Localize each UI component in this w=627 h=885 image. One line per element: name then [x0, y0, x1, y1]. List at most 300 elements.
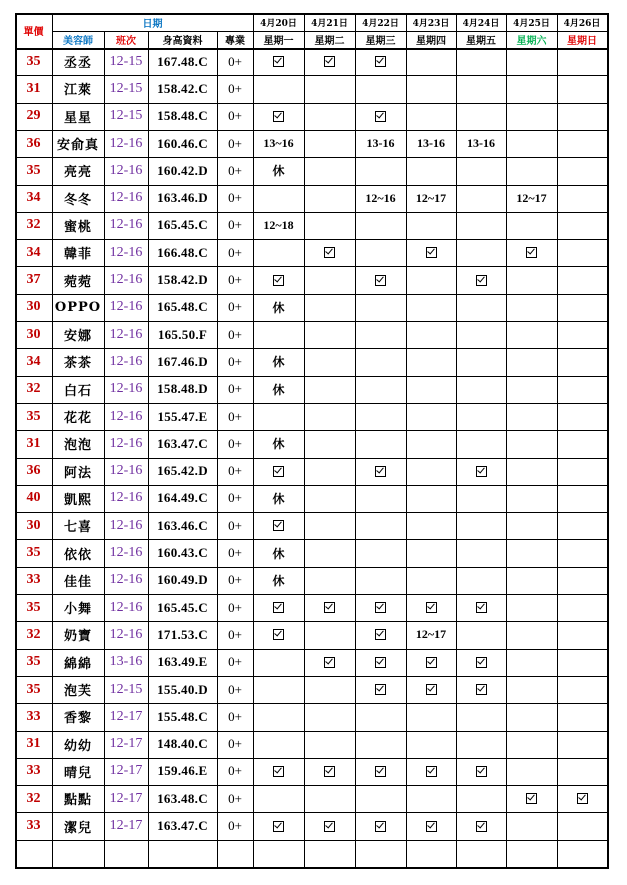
schedule-cell[interactable] — [304, 512, 355, 539]
stylist-name: 亮亮 — [63, 165, 92, 181]
schedule-cell[interactable] — [355, 621, 406, 648]
schedule-cell[interactable] — [557, 185, 607, 212]
schedule-cell[interactable] — [253, 703, 304, 730]
schedule-cell[interactable] — [406, 758, 456, 785]
pro-cell: 0+ — [228, 654, 242, 670]
stylist-name: 奶寶 — [63, 629, 92, 645]
shift-cell: 12-16 — [109, 408, 143, 424]
schedule-cell[interactable] — [253, 103, 304, 130]
schedule-cell[interactable] — [304, 348, 355, 375]
schedule-cell[interactable]: 13-16 — [417, 136, 445, 151]
schedule-cell[interactable] — [406, 294, 456, 321]
schedule-cell[interactable] — [406, 376, 456, 403]
schedule-cell[interactable]: 12~17 — [516, 190, 547, 205]
info-cell: 165.45.C — [157, 599, 208, 615]
schedule-cell[interactable] — [506, 785, 557, 812]
column-divider — [104, 31, 105, 867]
schedule-cell[interactable]: 13~16 — [263, 136, 294, 151]
schedule-cell[interactable] — [506, 812, 557, 839]
schedule-cell[interactable] — [406, 266, 456, 293]
schedule-cell[interactable] — [506, 348, 557, 375]
schedule-cell[interactable] — [456, 212, 506, 239]
schedule-cell[interactable] — [304, 594, 355, 621]
schedule-cell[interactable] — [406, 239, 456, 266]
schedule-cell[interactable] — [506, 376, 557, 403]
info-cell: 165.48.C — [157, 299, 208, 315]
weekday-header: 星期五 — [466, 36, 496, 47]
info-cell: 158.42.C — [157, 80, 208, 96]
schedule-cell[interactable] — [506, 731, 557, 758]
schedule-cell[interactable] — [304, 212, 355, 239]
schedule-cell[interactable] — [304, 812, 355, 839]
schedule-cell[interactable] — [506, 567, 557, 594]
info-cell: 171.53.C — [157, 626, 208, 642]
schedule-cell[interactable] — [355, 731, 406, 758]
schedule-cell[interactable] — [557, 430, 607, 457]
schedule-cell[interactable] — [355, 239, 406, 266]
info-cell: 163.49.E — [157, 654, 208, 670]
score-cell: 35 — [26, 599, 41, 615]
info-cell: 155.47.E — [157, 408, 208, 424]
schedule-cell[interactable] — [253, 621, 304, 648]
schedule-cell[interactable] — [506, 485, 557, 512]
shift-cell: 12-16 — [109, 599, 143, 615]
schedule-cell[interactable] — [506, 266, 557, 293]
schedule-cell[interactable] — [355, 785, 406, 812]
schedule-cell[interactable] — [557, 348, 607, 375]
schedule-cell[interactable] — [253, 512, 304, 539]
shift-cell: 12-16 — [109, 353, 143, 369]
pro-cell: 0+ — [228, 244, 242, 260]
schedule-cell[interactable] — [557, 703, 607, 730]
date-column-header: 4月20日 — [260, 18, 297, 29]
schedule-cell[interactable] — [557, 212, 607, 239]
schedule-cell[interactable] — [355, 567, 406, 594]
stylist-name: 依依 — [63, 547, 92, 563]
schedule-cell[interactable] — [456, 703, 506, 730]
schedule-cell[interactable] — [506, 758, 557, 785]
schedule-cell[interactable] — [456, 649, 506, 676]
stylist-name: 星星 — [63, 110, 92, 126]
checkbox-checked-icon — [273, 602, 284, 613]
schedule-cell[interactable] — [406, 403, 456, 430]
checkbox-checked-icon — [577, 793, 588, 804]
info-cell: 163.47.C — [157, 435, 208, 451]
shift-cell: 12-16 — [109, 326, 143, 342]
checkbox-checked-icon — [375, 657, 386, 668]
schedule-cell[interactable] — [557, 239, 607, 266]
schedule-cell[interactable] — [355, 594, 406, 621]
schedule-cell[interactable] — [253, 649, 304, 676]
schedule-cell[interactable] — [456, 812, 506, 839]
schedule-cell[interactable] — [406, 321, 456, 348]
schedule-cell[interactable] — [506, 676, 557, 703]
schedule-cell[interactable] — [557, 567, 607, 594]
schedule-cell[interactable] — [406, 48, 456, 75]
column-divider — [15, 13, 17, 869]
schedule-cell[interactable] — [304, 130, 355, 157]
schedule-cell[interactable] — [506, 130, 557, 157]
schedule-cell[interactable] — [406, 485, 456, 512]
schedule-cell[interactable] — [456, 403, 506, 430]
shift-cell: 12-16 — [109, 517, 143, 533]
schedule-cell[interactable] — [506, 539, 557, 566]
schedule-cell[interactable] — [355, 703, 406, 730]
score-cell: 31 — [26, 435, 41, 451]
shift-cell: 12-16 — [109, 545, 143, 561]
schedule-cell[interactable] — [406, 430, 456, 457]
shift-cell: 12-16 — [109, 435, 143, 451]
stylist-name: 幼幼 — [63, 738, 92, 754]
schedule-cell[interactable] — [406, 703, 456, 730]
schedule-cell[interactable] — [557, 403, 607, 430]
schedule-cell[interactable] — [304, 321, 355, 348]
stylist-name: 泡泡 — [63, 438, 92, 454]
schedule-cell[interactable] — [253, 403, 304, 430]
schedule-cell[interactable] — [557, 458, 607, 485]
schedule-cell[interactable] — [557, 758, 607, 785]
table-top-border — [15, 13, 607, 15]
stylist-name: 七喜 — [63, 520, 92, 536]
schedule-cell[interactable] — [355, 376, 406, 403]
schedule-cell[interactable]: 12~16 — [365, 190, 396, 205]
schedule-cell[interactable] — [304, 48, 355, 75]
column-divider — [406, 13, 407, 869]
info-cell: 160.46.C — [157, 135, 208, 151]
schedule-cell[interactable] — [506, 103, 557, 130]
schedule-cell[interactable] — [557, 266, 607, 293]
schedule-cell[interactable] — [355, 403, 406, 430]
info-cell: 158.48.D — [157, 381, 208, 397]
schedule-cell[interactable] — [506, 48, 557, 75]
score-header: 單價 — [23, 27, 44, 38]
schedule-cell[interactable] — [304, 157, 355, 184]
schedule-cell[interactable] — [406, 567, 456, 594]
info-cell: 158.42.D — [157, 272, 208, 288]
score-cell: 30 — [26, 517, 41, 533]
weekday-header: 星期六 — [516, 36, 547, 47]
schedule-cell[interactable] — [506, 212, 557, 239]
schedule-cell[interactable] — [557, 321, 607, 348]
schedule-cell[interactable] — [456, 185, 506, 212]
schedule-cell[interactable]: 12~17 — [415, 627, 447, 642]
date-column-header: 4月25日 — [513, 18, 550, 29]
schedule-cell[interactable] — [304, 785, 355, 812]
schedule-cell[interactable] — [557, 75, 607, 102]
schedule-cell[interactable] — [406, 731, 456, 758]
info-cell: 164.49.C — [157, 490, 208, 506]
schedule-cell[interactable] — [355, 676, 406, 703]
schedule-cell[interactable] — [304, 403, 355, 430]
schedule-cell[interactable] — [304, 185, 355, 212]
schedule-cell[interactable] — [456, 75, 506, 102]
schedule-cell[interactable] — [355, 758, 406, 785]
shift-cell: 12-17 — [109, 790, 143, 806]
schedule-cell[interactable] — [355, 75, 406, 102]
column-divider — [557, 13, 558, 869]
schedule-cell[interactable] — [253, 785, 304, 812]
info-cell: 148.40.C — [157, 736, 208, 752]
schedule-cell[interactable] — [355, 157, 406, 184]
schedule-cell[interactable]: 休 — [272, 164, 285, 179]
schedule-cell[interactable] — [253, 75, 304, 102]
schedule-cell[interactable] — [406, 649, 456, 676]
schedule-cell[interactable] — [506, 594, 557, 621]
schedule-cell[interactable] — [355, 512, 406, 539]
pro-cell: 0+ — [228, 545, 242, 561]
checkbox-checked-icon — [375, 684, 386, 695]
schedule-cell[interactable] — [557, 676, 607, 703]
pro-cell: 0+ — [228, 272, 242, 288]
schedule-cell[interactable] — [406, 676, 456, 703]
schedule-cell[interactable] — [253, 731, 304, 758]
schedule-cell[interactable] — [456, 321, 506, 348]
schedule-cell[interactable] — [304, 676, 355, 703]
schedule-cell[interactable] — [557, 785, 607, 812]
schedule-cell[interactable] — [304, 294, 355, 321]
schedule-cell[interactable] — [506, 157, 557, 184]
pro-cell: 0+ — [228, 299, 242, 315]
schedule-cell[interactable] — [506, 703, 557, 730]
schedule-cell[interactable] — [506, 75, 557, 102]
schedule-cell[interactable] — [406, 212, 456, 239]
schedule-cell[interactable] — [355, 103, 406, 130]
schedule-cell[interactable] — [506, 294, 557, 321]
schedule-cell[interactable] — [253, 239, 304, 266]
checkbox-checked-icon — [324, 56, 335, 67]
schedule-cell[interactable]: 13-16 — [366, 136, 395, 151]
schedule-cell[interactable] — [456, 157, 506, 184]
schedule-cell[interactable] — [456, 785, 506, 812]
schedule-cell[interactable]: 12~18 — [263, 217, 294, 232]
schedule-cell[interactable] — [456, 430, 506, 457]
schedule-cell[interactable] — [304, 539, 355, 566]
score-cell: 35 — [26, 162, 41, 178]
checkbox-checked-icon — [375, 275, 386, 286]
score-cell: 31 — [26, 736, 41, 752]
stylist-name: 潔兒 — [63, 820, 92, 836]
shift-cell: 12-15 — [109, 681, 143, 697]
stylist-name: 江萊 — [63, 83, 92, 99]
schedule-cell[interactable] — [355, 649, 406, 676]
schedule-cell[interactable] — [506, 649, 557, 676]
pro-cell: 0+ — [228, 763, 242, 779]
schedule-cell[interactable] — [506, 321, 557, 348]
shift-cell: 12-17 — [109, 708, 143, 724]
schedule-cell[interactable] — [456, 48, 506, 75]
info-cell: 158.48.C — [157, 108, 208, 124]
schedule-cell[interactable] — [456, 594, 506, 621]
schedule-cell[interactable] — [406, 594, 456, 621]
weekday-header: 星期日 — [567, 36, 597, 47]
schedule-cell[interactable] — [304, 485, 355, 512]
score-cell: 32 — [26, 381, 41, 397]
schedule-cell[interactable] — [406, 75, 456, 102]
schedule-cell[interactable] — [456, 348, 506, 375]
schedule-cell[interactable] — [355, 812, 406, 839]
schedule-cell[interactable] — [557, 649, 607, 676]
schedule-cell[interactable] — [456, 731, 506, 758]
checkbox-checked-icon — [526, 793, 537, 804]
checkbox-checked-icon — [273, 766, 284, 777]
schedule-cell[interactable] — [506, 512, 557, 539]
schedule-cell[interactable] — [253, 758, 304, 785]
schedule-cell[interactable] — [355, 212, 406, 239]
schedule-cell[interactable] — [506, 458, 557, 485]
stylist-name: 綿綿 — [63, 656, 92, 672]
schedule-cell[interactable] — [253, 321, 304, 348]
pro-cell: 0+ — [228, 490, 242, 506]
shift-cell: 12-16 — [109, 190, 143, 206]
schedule-cell[interactable] — [506, 621, 557, 648]
schedule-cell[interactable] — [456, 676, 506, 703]
stylist-name: 丞丞 — [63, 56, 92, 72]
schedule-cell[interactable] — [456, 294, 506, 321]
schedule-cell[interactable] — [253, 48, 304, 75]
schedule-cell[interactable] — [304, 266, 355, 293]
schedule-cell[interactable] — [406, 512, 456, 539]
score-cell: 35 — [26, 681, 41, 697]
schedule-cell[interactable]: 休 — [272, 546, 285, 561]
schedule-cell[interactable] — [304, 458, 355, 485]
schedule-cell[interactable] — [253, 812, 304, 839]
schedule-cell[interactable] — [456, 103, 506, 130]
schedule-cell[interactable]: 休 — [272, 382, 285, 397]
schedule-cell[interactable] — [355, 348, 406, 375]
checkbox-checked-icon — [273, 821, 284, 832]
schedule-cell[interactable] — [456, 239, 506, 266]
checkbox-checked-icon — [324, 602, 335, 613]
schedule-cell[interactable]: 休 — [272, 437, 285, 452]
schedule-cell[interactable] — [456, 376, 506, 403]
column-divider — [253, 13, 254, 869]
schedule-cell[interactable] — [557, 512, 607, 539]
date-column-header: 4月24日 — [462, 18, 500, 29]
score-cell: 31 — [26, 80, 41, 96]
weekday-header: 星期四 — [416, 36, 446, 47]
schedule-cell[interactable] — [355, 48, 406, 75]
schedule-cell[interactable] — [406, 157, 456, 184]
schedule-cell[interactable] — [557, 731, 607, 758]
stylist-name: 小舞 — [63, 602, 92, 618]
schedule-cell[interactable] — [557, 376, 607, 403]
schedule-cell[interactable]: 休 — [272, 573, 285, 588]
schedule-cell[interactable] — [355, 458, 406, 485]
schedule-cell[interactable] — [557, 103, 607, 130]
schedule-cell[interactable] — [406, 785, 456, 812]
schedule-cell[interactable]: 13-16 — [467, 136, 495, 151]
pro-cell: 0+ — [228, 517, 242, 533]
schedule-cell[interactable] — [304, 103, 355, 130]
schedule-cell[interactable] — [456, 266, 506, 293]
schedule-cell[interactable] — [456, 567, 506, 594]
column-divider — [355, 13, 356, 869]
schedule-cell[interactable] — [456, 512, 506, 539]
schedule-cell[interactable]: 休 — [272, 491, 285, 506]
schedule-cell[interactable] — [304, 731, 355, 758]
schedule-cell[interactable] — [406, 348, 456, 375]
score-cell: 40 — [26, 490, 41, 506]
schedule-cell[interactable] — [304, 621, 355, 648]
schedule-cell[interactable] — [456, 485, 506, 512]
schedule-cell[interactable] — [304, 758, 355, 785]
date-column-header: 4月26日 — [563, 18, 601, 29]
schedule-cell[interactable] — [355, 485, 406, 512]
info-cell: 163.46.C — [157, 517, 208, 533]
info-cell: 165.50.F — [157, 326, 208, 342]
schedule-cell[interactable] — [253, 185, 304, 212]
schedule-cell[interactable] — [557, 485, 607, 512]
schedule-cell[interactable] — [304, 567, 355, 594]
date-column-header: 4月23日 — [412, 18, 450, 29]
schedule-cell[interactable] — [304, 239, 355, 266]
checkbox-checked-icon — [273, 466, 284, 477]
schedule-cell[interactable] — [456, 458, 506, 485]
schedule-cell[interactable] — [406, 812, 456, 839]
schedule-cell[interactable] — [304, 376, 355, 403]
schedule-cell[interactable] — [355, 266, 406, 293]
schedule-cell[interactable] — [456, 621, 506, 648]
checkbox-checked-icon — [375, 766, 386, 777]
schedule-cell[interactable] — [406, 458, 456, 485]
schedule-cell[interactable]: 休 — [272, 300, 285, 315]
schedule-cell[interactable] — [456, 758, 506, 785]
schedule-cell[interactable] — [406, 103, 456, 130]
info-cell: 160.42.D — [157, 162, 208, 178]
schedule-cell[interactable] — [304, 75, 355, 102]
checkbox-checked-icon — [426, 766, 437, 777]
checkbox-checked-icon — [426, 657, 437, 668]
stylist-name: 阿法 — [63, 465, 92, 481]
schedule-cell[interactable] — [557, 621, 607, 648]
schedule-cell[interactable] — [506, 239, 557, 266]
info-cell: 163.48.C — [157, 790, 208, 806]
schedule-cell[interactable] — [304, 703, 355, 730]
schedule-cell[interactable]: 休 — [272, 355, 285, 370]
schedule-cell[interactable] — [557, 130, 607, 157]
pro-cell: 0+ — [228, 135, 242, 151]
schedule-cell[interactable] — [557, 48, 607, 75]
schedule-cell[interactable] — [304, 649, 355, 676]
score-cell: 35 — [26, 53, 41, 69]
checkbox-checked-icon — [426, 684, 437, 695]
schedule-cell[interactable] — [557, 157, 607, 184]
schedule-cell[interactable] — [304, 430, 355, 457]
shift-cell: 12-16 — [109, 135, 143, 151]
schedule-cell[interactable] — [456, 539, 506, 566]
schedule-cell[interactable] — [355, 539, 406, 566]
stylist-name: 菀菀 — [63, 274, 92, 290]
schedule-cell[interactable]: 12~17 — [415, 190, 447, 205]
checkbox-checked-icon — [476, 602, 487, 613]
schedule-cell[interactable] — [253, 266, 304, 293]
schedule-cell[interactable] — [506, 403, 557, 430]
schedule-cell[interactable] — [253, 458, 304, 485]
schedule-cell[interactable] — [355, 321, 406, 348]
schedule-cell[interactable] — [355, 294, 406, 321]
shift-header: 班次 — [116, 36, 136, 47]
schedule-cell[interactable] — [557, 594, 607, 621]
schedule-cell[interactable] — [557, 539, 607, 566]
score-cell: 36 — [26, 135, 41, 151]
schedule-cell[interactable] — [253, 594, 304, 621]
schedule-cell[interactable] — [253, 676, 304, 703]
schedule-cell[interactable] — [557, 294, 607, 321]
schedule-cell[interactable] — [406, 539, 456, 566]
schedule-cell[interactable] — [506, 430, 557, 457]
schedule-cell[interactable] — [355, 430, 406, 457]
schedule-cell[interactable] — [557, 812, 607, 839]
